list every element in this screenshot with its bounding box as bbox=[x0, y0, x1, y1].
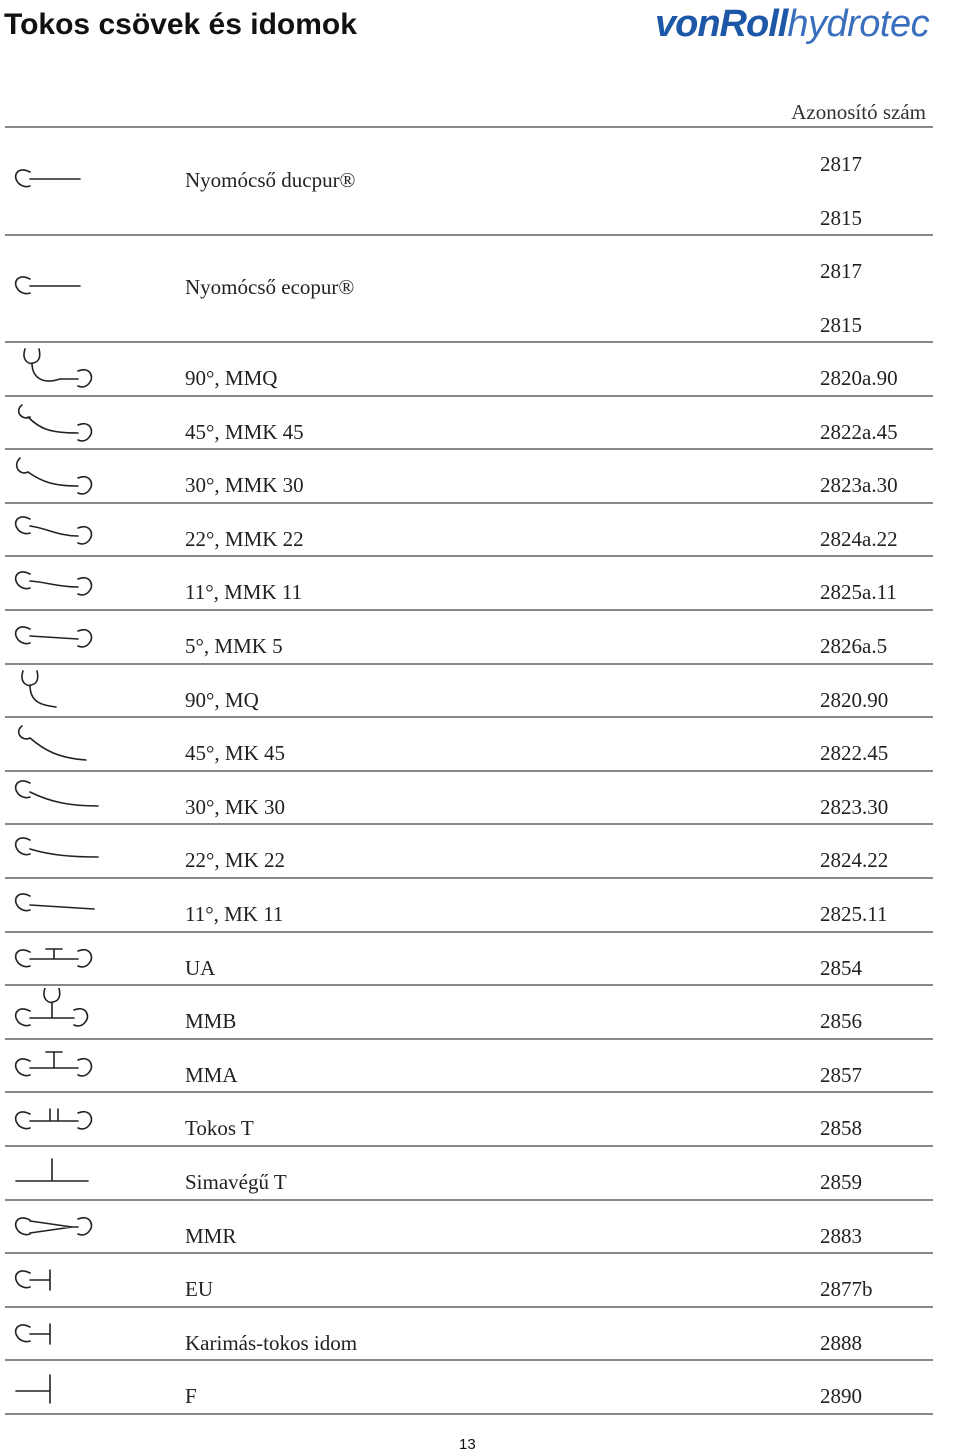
table-row bbox=[0, 396, 960, 450]
fitting-name: 90°, MQ bbox=[185, 687, 259, 712]
table-row bbox=[0, 932, 960, 986]
table-row bbox=[0, 503, 960, 557]
table-row bbox=[0, 664, 960, 718]
brand-logo bbox=[655, 4, 929, 44]
id-number: 2820a.90 bbox=[820, 366, 898, 390]
table-row bbox=[0, 128, 960, 235]
table-row bbox=[0, 1360, 960, 1414]
table-row bbox=[0, 1039, 960, 1093]
fitting-name: 11°, MMK 11 bbox=[185, 580, 303, 605]
fitting-name: Nyomócső ducpur® bbox=[185, 168, 356, 192]
logo-part-1: vonRoll bbox=[655, 3, 788, 45]
id-number: 2877b bbox=[820, 1277, 873, 1302]
socket-bend-22-icon bbox=[10, 827, 110, 880]
table-row bbox=[0, 771, 960, 825]
id-number: 2815 bbox=[820, 206, 862, 230]
fitting-name: F bbox=[185, 1384, 197, 1409]
id-number: 2823.30 bbox=[820, 794, 889, 819]
fitting-name: 22°, MK 22 bbox=[185, 848, 285, 873]
id-number: 2856 bbox=[820, 1009, 862, 1034]
table-row bbox=[0, 1253, 960, 1307]
fitting-name: 22°, MMK 22 bbox=[185, 526, 304, 551]
flange-spigot-f-icon bbox=[10, 1363, 110, 1416]
flange-socket-eu-icon bbox=[10, 1256, 110, 1309]
table-row bbox=[0, 342, 960, 396]
id-number: 2859 bbox=[820, 1170, 862, 1194]
fitting-name: Simavégű T bbox=[185, 1170, 287, 1194]
flange-socket-piece-icon bbox=[10, 1310, 110, 1363]
id-number: 2817 bbox=[820, 152, 862, 176]
id-number: 2826a.5 bbox=[820, 634, 888, 658]
socket-pipe-icon bbox=[10, 154, 110, 209]
fitting-name: MMA bbox=[185, 1062, 238, 1087]
table-row bbox=[0, 717, 960, 771]
table-row bbox=[0, 1092, 960, 1146]
double-socket-bend-90-icon bbox=[10, 345, 110, 398]
double-socket-bend-5-icon bbox=[10, 613, 110, 666]
socket-pipe-icon bbox=[10, 261, 110, 316]
fitting-name: EU bbox=[185, 1277, 213, 1302]
socket-tee-icon bbox=[10, 1095, 110, 1148]
socket-bend-90-icon bbox=[10, 667, 110, 720]
double-socket-bend-45-icon bbox=[10, 399, 110, 452]
table-row bbox=[0, 1200, 960, 1254]
fitting-name: UA bbox=[185, 955, 216, 980]
id-number: 2817 bbox=[820, 259, 862, 283]
page-number: 13 bbox=[459, 1436, 476, 1453]
socket-bend-30-icon bbox=[10, 774, 110, 827]
table-row bbox=[0, 1146, 960, 1200]
socket-bend-11-icon bbox=[10, 881, 110, 934]
id-number: 2822a.45 bbox=[820, 419, 898, 444]
fitting-name: 90°, MMQ bbox=[185, 366, 278, 390]
id-number: 2820.90 bbox=[820, 687, 889, 712]
collar-ua-icon bbox=[10, 935, 110, 988]
row-divider bbox=[5, 1413, 933, 1415]
id-number: 2883 bbox=[820, 1223, 862, 1248]
page-title: Tokos csövek és idomok bbox=[4, 8, 357, 41]
id-number: 2888 bbox=[820, 1330, 862, 1355]
table-row bbox=[0, 449, 960, 503]
table-row bbox=[0, 985, 960, 1039]
flanged-tee-mma-icon bbox=[10, 1042, 110, 1095]
socket-tee-mmb-icon bbox=[10, 988, 110, 1041]
table-row bbox=[0, 235, 960, 342]
column-header-id-number: Azonosító szám bbox=[791, 100, 926, 124]
fitting-name: 45°, MMK 45 bbox=[185, 419, 304, 444]
table-row bbox=[0, 610, 960, 664]
logo-part-2: hydrotec bbox=[787, 3, 930, 45]
fitting-name: MMR bbox=[185, 1223, 237, 1248]
id-number: 2854 bbox=[820, 955, 862, 980]
fitting-name: Nyomócső ecopur® bbox=[185, 275, 355, 299]
fitting-name: Tokos T bbox=[185, 1116, 254, 1141]
spigot-tee-icon bbox=[10, 1149, 110, 1202]
table-row bbox=[0, 878, 960, 932]
double-socket-bend-30-icon bbox=[10, 452, 110, 505]
table-row bbox=[0, 556, 960, 610]
id-number: 2823a.30 bbox=[820, 473, 898, 498]
double-socket-bend-11-icon bbox=[10, 559, 110, 612]
double-socket-bend-22-icon bbox=[10, 506, 110, 559]
fitting-name: 45°, MK 45 bbox=[185, 741, 285, 766]
fitting-name: MMB bbox=[185, 1009, 237, 1034]
id-number: 2890 bbox=[820, 1384, 862, 1409]
fitting-name: Karimás-tokos idom bbox=[185, 1330, 358, 1355]
id-number: 2824a.22 bbox=[820, 526, 898, 551]
fitting-name: 11°, MK 11 bbox=[185, 902, 284, 926]
id-number: 2822.45 bbox=[820, 741, 889, 766]
id-number: 2825a.11 bbox=[820, 580, 897, 605]
fitting-name: 30°, MK 30 bbox=[185, 794, 285, 819]
socket-bend-45-icon bbox=[10, 720, 110, 773]
fitting-name: 30°, MMK 30 bbox=[185, 473, 304, 498]
id-number: 2857 bbox=[820, 1062, 862, 1087]
fitting-name: 5°, MMK 5 bbox=[185, 634, 283, 658]
table-row bbox=[0, 824, 960, 878]
id-number: 2858 bbox=[820, 1116, 862, 1141]
id-number: 2825.11 bbox=[820, 902, 888, 926]
id-number: 2815 bbox=[820, 313, 862, 337]
table-row bbox=[0, 1307, 960, 1361]
id-number: 2824.22 bbox=[820, 848, 889, 873]
reducer-mmr-icon bbox=[10, 1203, 110, 1256]
